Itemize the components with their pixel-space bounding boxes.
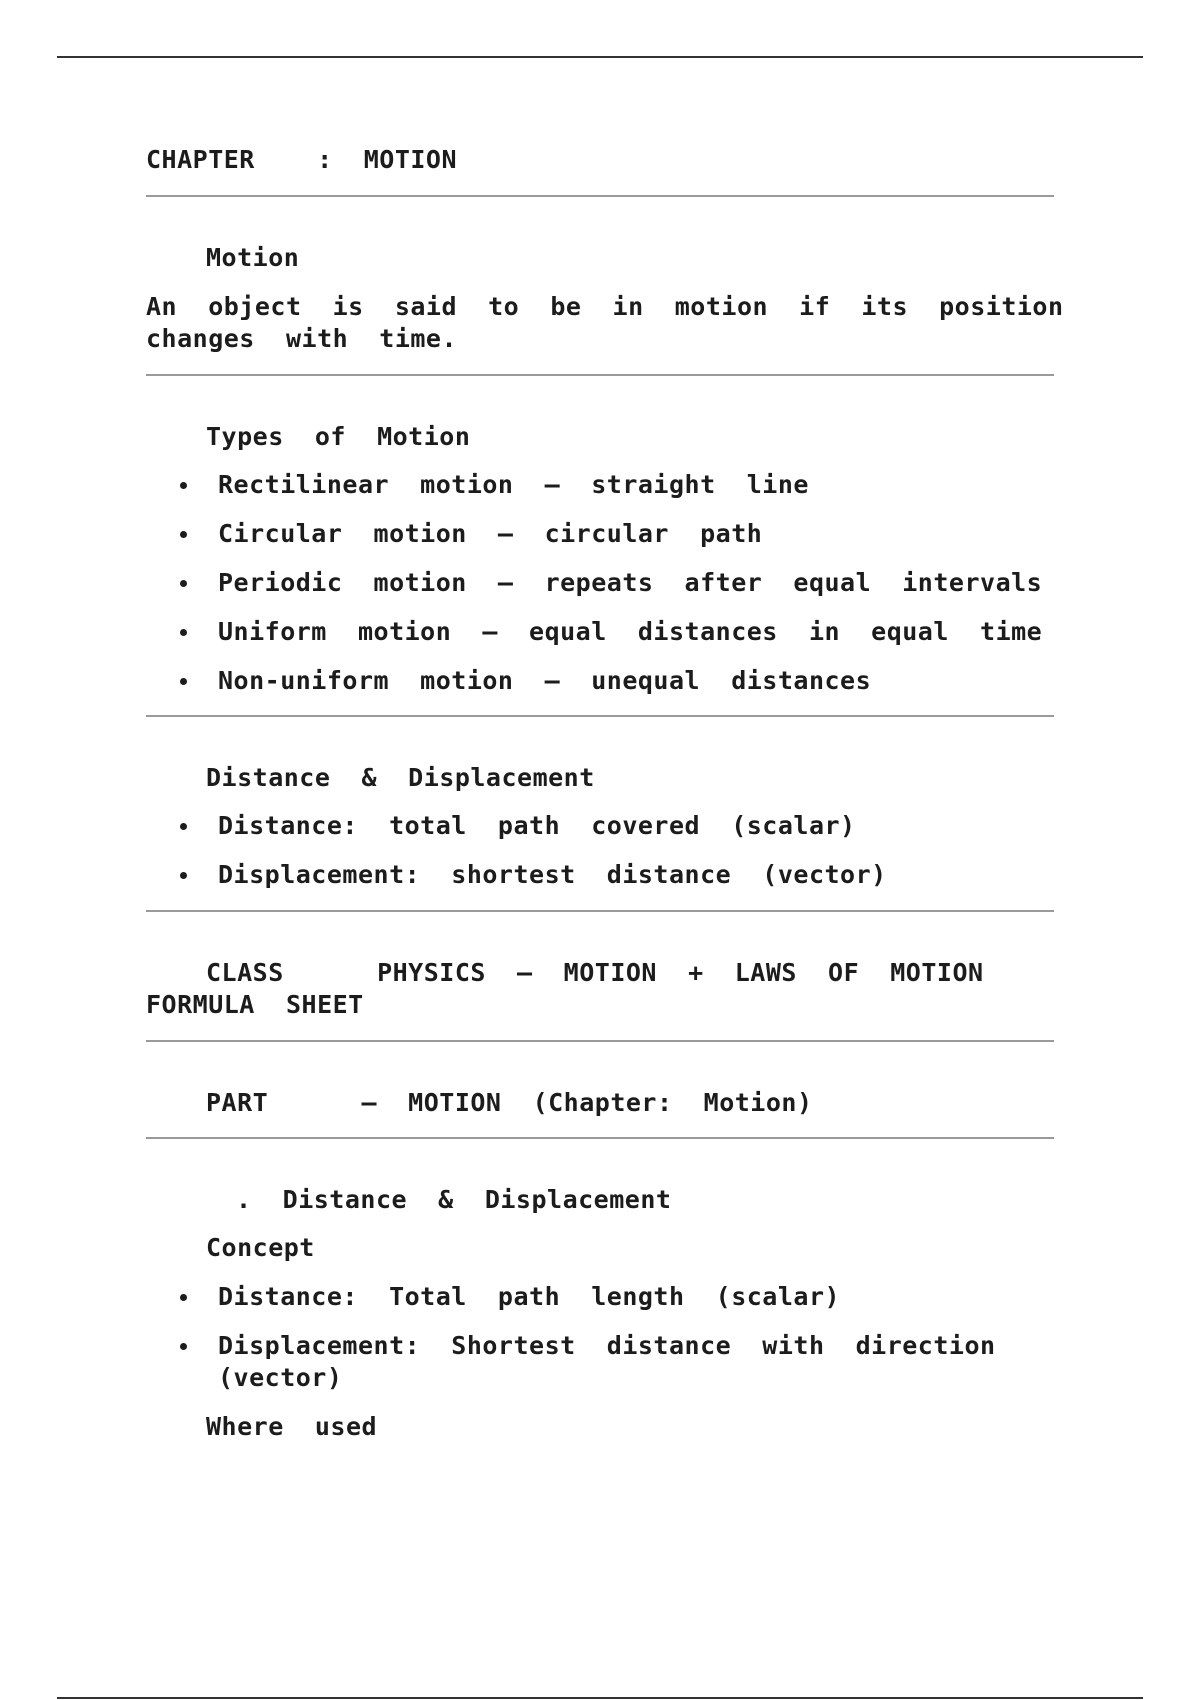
concept-label: Concept <box>206 1233 315 1262</box>
section-divider <box>146 910 1054 912</box>
part-heading: PART – MOTION (Chapter: Motion) <box>206 1088 813 1117</box>
bullet-icon <box>180 629 187 636</box>
bullet-icon <box>180 678 187 685</box>
distance-displacement-heading: Distance & Displacement <box>206 763 595 792</box>
page-bottom-rule <box>57 1697 1143 1699</box>
section-divider <box>146 195 1054 197</box>
bullet-icon <box>180 1294 187 1301</box>
section-divider <box>146 1040 1054 1042</box>
page-top-rule <box>57 56 1143 58</box>
types-of-motion-heading: Types of Motion <box>206 422 471 451</box>
list-item-continuation: (vector) <box>218 1363 343 1392</box>
motion-heading: Motion <box>206 243 300 272</box>
bullet-icon <box>180 823 187 830</box>
section-divider <box>146 1137 1054 1139</box>
class-title-line-1: CLASS PHYSICS – MOTION + LAWS OF MOTION <box>206 958 984 987</box>
section-divider <box>146 374 1054 376</box>
section-divider <box>146 715 1054 717</box>
bullet-icon <box>180 872 187 879</box>
class-title-line-2: FORMULA SHEET <box>146 990 364 1019</box>
motion-definition-line-2: changes with time. <box>146 324 458 353</box>
motion-definition-line-1: An object is said to be in motion if its position <box>146 292 1064 321</box>
chapter-heading: CHAPTER : MOTION <box>146 145 458 174</box>
bullet-icon <box>180 482 187 489</box>
bullet-icon <box>180 1343 187 1350</box>
bullet-icon <box>180 531 187 538</box>
bullet-icon <box>180 580 187 587</box>
part-subheading: . Distance & Displacement <box>236 1185 672 1214</box>
where-used-label: Where used <box>206 1412 378 1441</box>
